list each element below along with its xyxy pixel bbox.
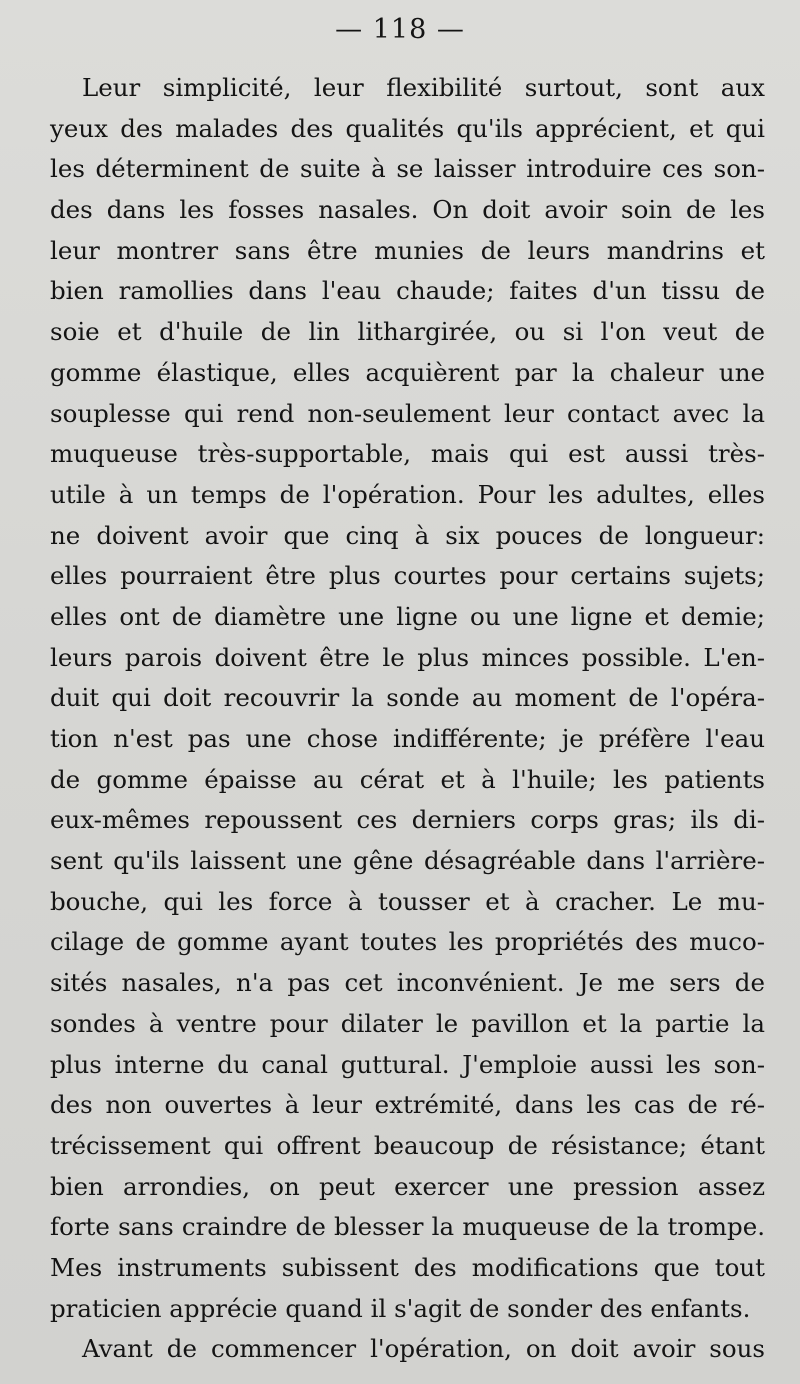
text-line: elles pourraient être plus courtes pour certains sujets;	[50, 561, 765, 591]
text-line: de gomme épaisse au cérat et à l'huile; les patients	[50, 764, 765, 794]
text-line: des non ouvertes à leur extrémité, dans les cas de ré-	[50, 1090, 765, 1120]
text-line: tion n'est pas une chose indifférente; je préfère l'eau	[50, 724, 765, 753]
text-line: bouche, qui les force à tousser et à cracher. Le mu-	[50, 886, 765, 916]
text-line: bien arrondies, on peut exercer une pression assez	[50, 1171, 765, 1201]
text-line: gomme élastique, elles acquièrent par la chaleur une	[50, 357, 765, 387]
text-line: des dans les fosses nasales. On doit avoir soin de les	[50, 195, 765, 225]
text-line: sondes à ventre pour dilater le pavillon et la partie la	[50, 1008, 765, 1038]
text-line: les déterminent de suite à se laisser introduire ces son-	[50, 154, 765, 184]
page-number: — 118 —	[335, 14, 465, 45]
text-line: souplesse qui rend non-seulement leur contact avec la	[50, 398, 765, 428]
text-line: forte sans craindre de blesser la muqueuse de la trompe.	[50, 1212, 765, 1242]
text-line: leur montrer sans être munies de leurs mandrins et	[50, 235, 765, 265]
text-line: Mes instruments subissent des modifications que tout	[50, 1252, 765, 1282]
text-line: praticien apprécie quand il s'agit de sonder des enfants.	[50, 1293, 751, 1323]
text-line: soie et d'huile de lin lithargirée, ou si l'on veut de	[50, 317, 765, 347]
text-line: trécissement qui offrent beaucoup de résistance; étant	[50, 1130, 765, 1160]
text-line: duit qui doit recouvrir la sonde au moment de l'opéra-	[50, 683, 765, 713]
text-line: eux-mêmes repoussent ces derniers corps gras; ils di-	[50, 805, 765, 835]
text-line: cilage de gomme ayant toutes les propriétés des muco-	[50, 927, 765, 957]
body-text	[50, 68, 765, 1370]
text-line: ne doivent avoir que cinq à six pouces de longueur:	[50, 520, 765, 550]
text-line: leurs parois doivent être le plus minces possible. L'en-	[50, 642, 765, 672]
text-line: yeux des malades des qualités qu'ils apprécient, et qui	[50, 113, 765, 143]
text-line: utile à un temps de l'opération. Pour les adultes, elles	[50, 479, 765, 509]
text-line: sent qu'ils laissent une gêne désagréable dans l'arrière-	[50, 846, 765, 876]
text-line: muqueuse très-supportable, mais qui est aussi très-	[50, 439, 765, 469]
text-line: plus interne du canal guttural. J'emploie aussi les son-	[50, 1049, 765, 1079]
text-line: sités nasales, n'a pas cet inconvénient. Je me sers de	[50, 968, 765, 998]
text-line: Avant de commencer l'opération, on doit avoir sous	[82, 1334, 765, 1364]
text-line: Leur simplicité, leur flexibilité surtout, sont aux	[82, 73, 765, 102]
text-line: elles ont de diamètre une ligne ou une ligne et demie;	[50, 601, 765, 631]
text-line: bien ramollies dans l'eau chaude; faites d'un tissu de	[50, 276, 765, 306]
